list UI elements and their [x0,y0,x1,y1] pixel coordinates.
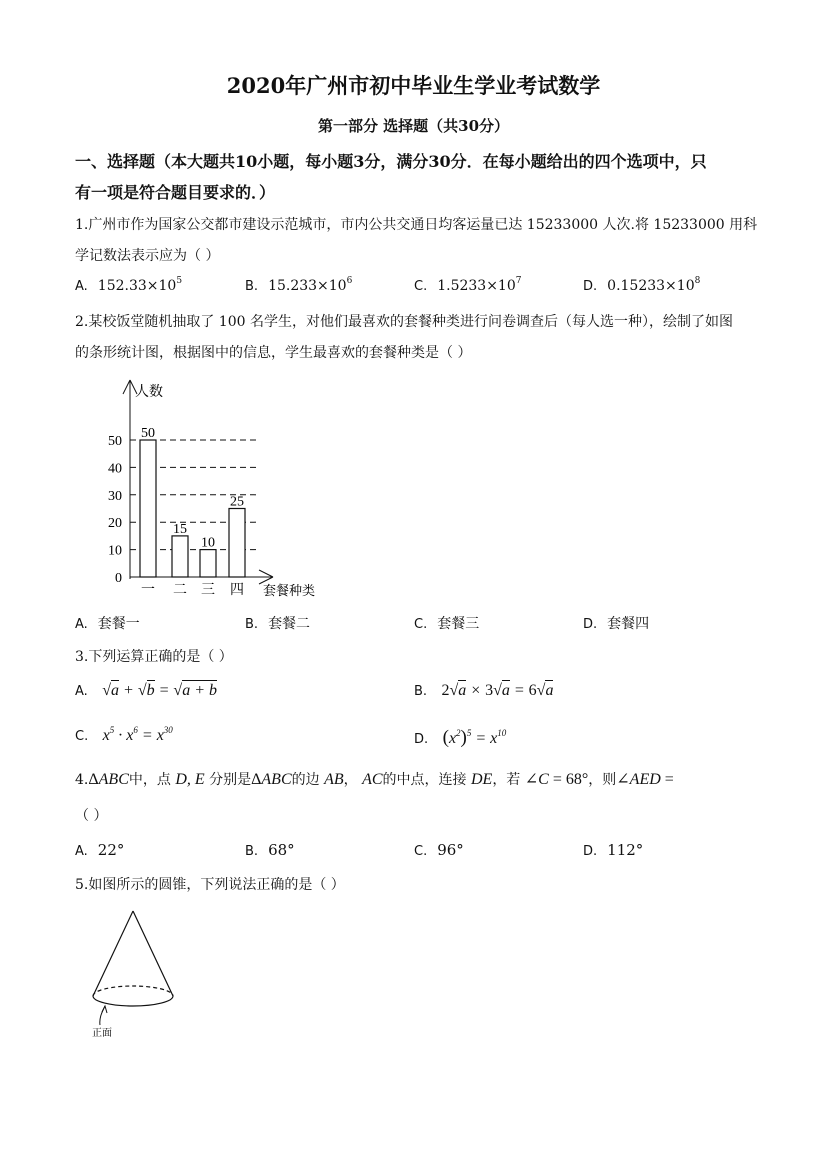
q3-b-formula: 2√a × 3√a = 6√a [441,682,554,699]
x-tick-label: 二 [173,583,187,598]
y-tick-label: 50 [108,434,122,449]
option-value: 套餐三 [437,616,480,632]
q1-stem-line2: 学记数法表示应为（ ） [75,248,220,264]
option-label: B. [245,279,259,294]
cone-right-edge [133,911,173,996]
option-exponent: 7 [515,276,522,286]
q5-stem: 5.如图所示的圆锥，下列说法正确的是（ ） [75,877,345,893]
option-value: 15.233×10 [268,278,347,294]
q4-option-a [75,841,124,859]
q4-triangle-abc: ΔABC [88,771,129,788]
cone-base-front [93,996,173,1006]
option-exponent: 6 [346,276,353,286]
q4-text: ，若 [492,772,521,788]
bar [140,440,156,577]
y-tick-label: 0 [115,571,122,586]
q4-side-ab: AB [324,771,344,788]
q1-option-a [75,278,182,294]
option-label: D. [583,617,598,632]
option-exponent: 5 [176,276,183,286]
front-arrow [100,1006,105,1025]
option-value: 68° [268,841,295,859]
q3-option-b [414,682,553,700]
q1-option-d [583,278,700,294]
part-heading: 第一部分 选择题（共30分） [317,117,510,135]
option-value: 112° [607,841,644,859]
q4-text: ，则 [588,772,617,788]
q4-side-ac: AC [362,771,383,788]
data-label: 15 [173,521,187,537]
option-value: 152.33×10 [97,278,177,294]
section-instructions-line2: 有一项是符合题目要求的．） [75,183,276,202]
option-value: 套餐一 [97,616,140,632]
section-instructions-line1: 一、选择题（本大题共10小题，每小题3分，满分30分．在每小题给出的四个选项中，只 [75,152,707,171]
option-label: B. [245,844,259,859]
q4-text: 中，点 [128,772,171,788]
data-label: 25 [230,494,244,510]
q4-answer-paren: （ ） [75,808,108,824]
q3-option-c [75,727,173,745]
option-label: C. [414,844,428,859]
q3-stem: 3.下列运算正确的是（ ） [75,649,233,665]
q3-option-a [75,682,217,700]
q4-angle-c: ∠C = 68° [524,771,589,788]
y-tick-label: 30 [108,488,122,504]
option-value: 0.15233×10 [607,278,695,294]
q2-option-c [414,613,479,633]
q4-option-d [583,841,643,859]
bar [229,509,245,578]
exam-title: 2020年广州市初中毕业生学业考试数学 [226,73,601,98]
option-label: A. [75,684,88,699]
front-label: 正面 [92,1028,112,1039]
q3-a-formula: √a + √b = √a + b [102,682,217,699]
bars [140,426,245,577]
option-value: 22° [97,841,125,859]
option-value: 1.5233×10 [437,278,516,294]
y-tick-label: 40 [108,461,122,477]
q1-option-b [245,278,352,294]
option-label: C. [414,617,428,632]
x-tick-label: 一 [141,583,155,598]
q2-option-a [75,613,140,633]
q2-stem-line2: 的条形统计图，根据图中的信息，学生最喜欢的套餐种类是（ ） [75,345,472,361]
x-tick-labels [141,582,244,598]
y-tick-label: 10 [108,543,122,559]
option-label: B. [245,617,259,632]
cone-base-back [93,986,173,996]
q4-option-c [414,841,464,859]
data-label: 50 [141,426,155,441]
x-tick-label: 三 [201,583,215,598]
q2-option-b [245,613,310,633]
cone-left-edge [93,911,133,996]
x-axis-arrow-up [259,570,273,577]
option-label: A. [75,279,88,294]
option-label: A. [75,617,88,632]
q4-text: 的中点，连接 [382,772,467,788]
q1-stem-line1: 1.广州市作为国家公交都市建设示范城市，市内公共交通日均客运量已达 15233000 人次.将 15233000 用科 [75,217,758,233]
data-label: 10 [201,535,215,551]
q4-points-de: D, E [175,771,205,788]
bar-chart [95,372,335,604]
q4-text: 的边 [291,772,320,788]
x-axis-label: 套餐种类 [263,583,316,598]
q3-c-formula: $x^5 \cdot x^6 = x^{30}$ [102,725,173,744]
option-label: D. [583,844,598,859]
q4-segment-de: DE [470,771,493,788]
q4-number: 4. [75,772,89,788]
option-label: D. [583,279,598,294]
option-value: 套餐二 [268,616,311,632]
q4-option-b [245,841,295,859]
option-label: C. [414,279,428,294]
option-label: C. [75,729,89,744]
q2-stem-line1: 2.某校饭堂随机抽取了 100 名学生，对他们最喜欢的套餐种类进行问卷调查后（每人选一种），绘制了如图 [75,314,733,330]
y-tick-label: 20 [108,516,122,532]
q3-option-d [414,727,506,749]
option-value: 套餐四 [607,616,650,632]
q1-option-c [414,278,521,294]
bar [172,536,188,577]
y-tick-labels [108,434,122,586]
q4-angle-aed: ∠AED = [616,771,674,788]
q4-stem: 4.ΔABC中，点 D, E 分别是ΔABC的边 AB， AC的中点，连接 DE，若 ∠C = 68°，则∠AED = [75,771,674,788]
y-axis-arrow-left [123,380,130,394]
q2-option-d [583,613,649,633]
q4-text: 分别是 [209,772,252,788]
option-label: A. [75,844,88,859]
option-exponent: 8 [694,276,701,286]
y-axis-label: 人数 [135,385,163,400]
option-label: B. [414,684,428,699]
option-label: D. [414,732,429,747]
q3-d-formula: $(x^2)^5 = x^{10}$ [442,727,507,748]
x-tick-label: 四 [230,583,244,598]
q4-triangle-abc-2: ΔABC [251,771,292,788]
option-value: 96° [437,841,464,859]
cone-figure [85,908,185,1043]
bar [200,550,216,577]
